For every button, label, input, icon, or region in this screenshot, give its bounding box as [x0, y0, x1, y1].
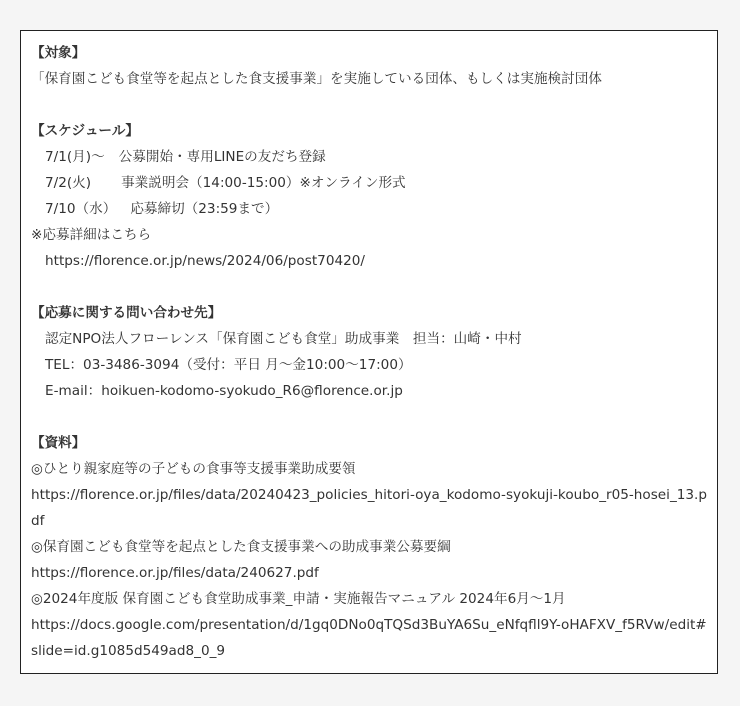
materials-heading: 【資料】 [31, 435, 86, 451]
schedule-desc: 公募開始・専用LINEの友だち登録 [118, 149, 326, 165]
announcement-panel [20, 30, 718, 674]
schedule-item [31, 144, 707, 170]
schedule-date: 7/1(月)〜 [45, 149, 105, 165]
material-title: ◎ひとり親家庭等の子どもの食事等支援事業助成要領 [31, 461, 356, 477]
schedule-item [31, 196, 707, 222]
schedule-desc: 応募締切（23:59まで） [130, 201, 279, 217]
contact-heading: 【応募に関する問い合わせ先】 [31, 305, 222, 321]
material-link[interactable]: https://florence.or.jp/files/data/20240423_policies_hitori-oya_kodomo-syokuji-koubo_r05-hosei_13.pdf [31, 487, 707, 529]
schedule-item [31, 170, 707, 196]
top-bar [0, 0, 740, 30]
spacer [31, 404, 707, 430]
material-title: ◎2024年度版 保育園こども食堂助成事業_申請・実施報告マニュアル 2024年6月〜1月 [31, 591, 566, 607]
material-title: ◎保育園こども食堂等を起点とした食支援事業への助成事業公募要綱 [31, 539, 451, 555]
detail-note: ※応募詳細はこちら [31, 227, 152, 243]
material-link[interactable]: https://docs.google.com/presentation/d/1gq0DNo0qTQSd3BuYA6Su_eNfqfll9Y-oHAFXV_f5RVw/edit#slide=id.g1085d549ad8_0_9 [31, 617, 707, 659]
spacer [31, 92, 707, 118]
detail-link[interactable]: https://florence.or.jp/news/2024/06/post70420/ [45, 253, 365, 269]
contact-org: 認定NPO法人フローレンス「保育園こども食堂」助成事業 担当：山崎・中村 [45, 331, 522, 347]
schedule-desc: 事業説明会（14:00-15:00）※オンライン形式 [121, 175, 406, 191]
target-heading: 【対象】 [31, 45, 86, 61]
schedule-date: 7/10（水） [45, 201, 117, 217]
material-link[interactable]: https://florence.or.jp/files/data/240627.pdf [31, 565, 319, 581]
target-text: 「保育園こども食堂等を起点とした食支援事業」を実施している団体、もしくは実施検討団体 [31, 71, 602, 87]
spacer [31, 274, 707, 300]
schedule-date: 7/2(火) [45, 175, 92, 191]
contact-email[interactable]: E-mail：hoikuen-kodomo-syokudo_R6@florence.or.jp [45, 383, 403, 399]
contact-tel: TEL：03-3486-3094（受付：平日 月〜金10:00〜17:00） [45, 357, 412, 373]
schedule-heading: 【スケジュール】 [31, 123, 139, 139]
